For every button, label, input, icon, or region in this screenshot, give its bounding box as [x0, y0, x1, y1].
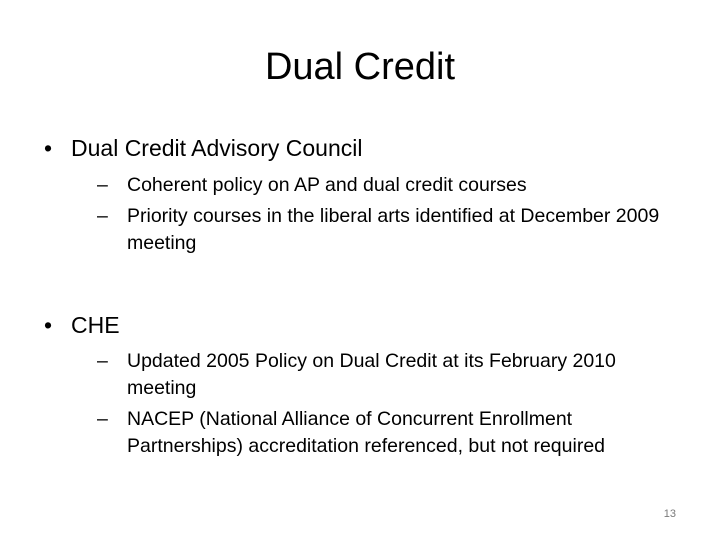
- bullet-text: CHE: [71, 312, 120, 338]
- sub-bullet-item: [97, 348, 677, 402]
- sub-bullet-marker: –: [97, 408, 108, 430]
- page-number: 13: [663, 508, 676, 520]
- sub-bullet-text: NACEP (National Alliance of Concurrent Enrollment Partnerships) accreditation referenced, but not required: [127, 408, 606, 457]
- bullet-marker: •: [44, 135, 53, 161]
- sub-bullet-marker: –: [97, 205, 108, 227]
- sub-bullet-item: [97, 406, 677, 460]
- sub-bullet-item: [97, 172, 677, 199]
- sub-bullet-text: Priority courses in the liberal arts identified at December 2009 meeting: [127, 205, 660, 254]
- sub-bullet-list: [97, 172, 677, 261]
- sub-bullet-marker: –: [97, 174, 108, 196]
- sub-bullet-marker: –: [97, 350, 108, 372]
- sub-bullet-text: Coherent policy on AP and dual credit courses: [127, 174, 527, 196]
- bullet-marker: •: [44, 312, 53, 338]
- bullet-text: Dual Credit Advisory Council: [71, 135, 363, 161]
- sub-bullet-item: [97, 203, 677, 257]
- sub-bullet-text: Updated 2005 Policy on Dual Credit at its February 2010 meeting: [127, 350, 616, 399]
- slide-title: Dual Credit: [264, 46, 456, 88]
- sub-bullet-list: [97, 348, 677, 464]
